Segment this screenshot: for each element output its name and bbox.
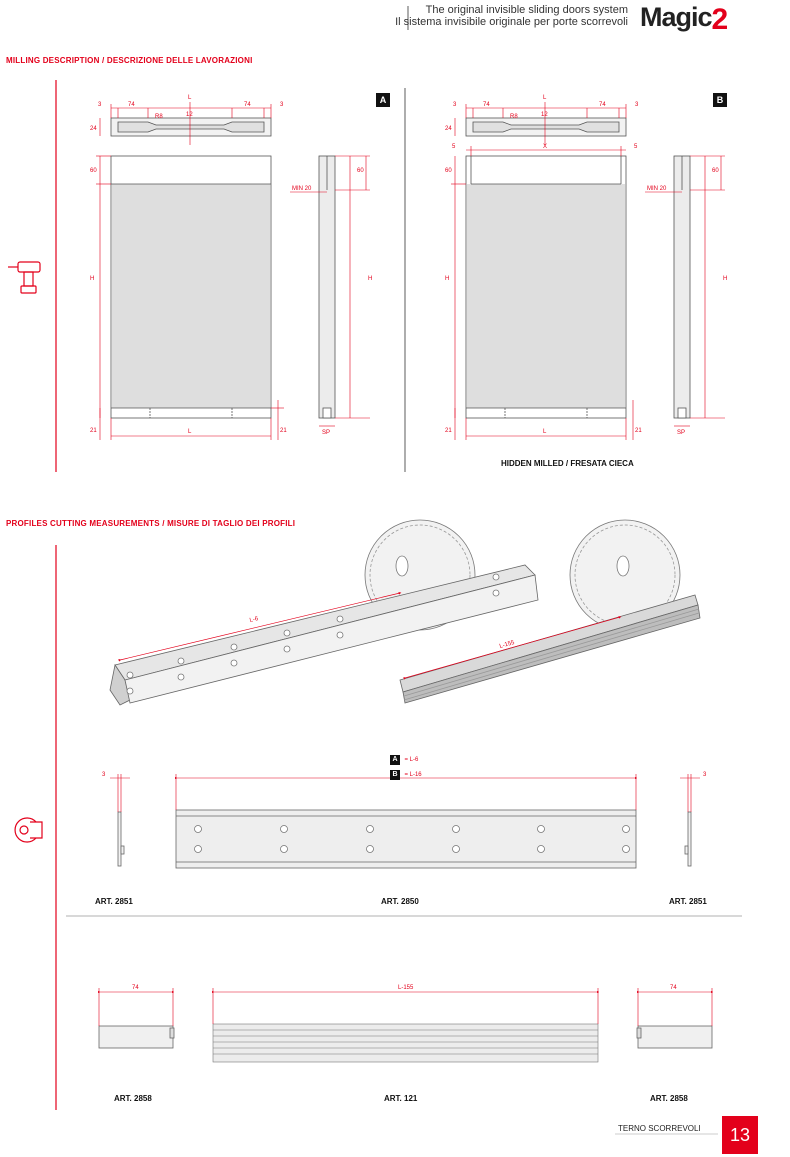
tagline-it: Il sistema invisibile originale per porte scorrevoli <box>395 16 628 28</box>
profiles-section-title: PROFILES CUTTING MEASUREMENTS / MISURE DI TAGLIO DEI PROFILI <box>6 519 296 528</box>
badge-a: A <box>376 93 390 107</box>
dim-a-thickness: SP <box>322 430 331 436</box>
art-121 <box>213 1024 598 1062</box>
dim-b-slot-width: 12 <box>541 112 548 118</box>
dim-b-top-band: 60 <box>445 168 452 174</box>
dim-a-left-edge: 3 <box>98 102 102 108</box>
milling-section-title: MILLING DESCRIPTION / DESCRIZIONE DELLE LAVORAZIONI <box>6 56 253 65</box>
legend-b: B = L-16 <box>390 763 422 781</box>
dim-a-side-top: 60 <box>357 168 364 174</box>
dim-a-overall: L <box>188 95 192 101</box>
art-2858-left <box>99 1026 174 1048</box>
dim-a-height: H <box>90 276 95 282</box>
dim-b-depth: 24 <box>445 126 452 132</box>
legend-a: A = L-6 <box>390 748 418 766</box>
hidden-milled-caption: HIDDEN MILLED / FRESATA CIECA <box>501 459 634 468</box>
dim-b-middle: X <box>543 144 548 150</box>
dim-a-radius: R8 <box>155 114 163 120</box>
dim-b-bottom-right: 21 <box>635 428 642 434</box>
cut-right-label: L-155 <box>498 639 516 650</box>
brand-logo: Magic2 <box>640 2 728 36</box>
row2-right-dim: 74 <box>670 985 677 991</box>
dim-a-right-slot: 74 <box>244 102 251 108</box>
footer-company: TERNO SCORREVOLI <box>618 1124 701 1133</box>
dim-a-width: L <box>188 429 192 435</box>
art-2851-right <box>685 812 691 866</box>
art-2858-right <box>637 1026 712 1048</box>
dim-b-bottom-left: 21 <box>445 428 452 434</box>
dim-b-left-margin: 5 <box>452 144 456 150</box>
dim-b-side-top: 60 <box>712 168 719 174</box>
dim-b-left-edge: 3 <box>453 102 457 108</box>
dim-b-width: L <box>543 429 547 435</box>
dim-a-bottom-left: 21 <box>90 428 97 434</box>
panel-b <box>466 118 690 418</box>
art-2850-label: ART. 2850 <box>381 897 419 906</box>
dim-b-height: H <box>445 276 450 282</box>
dim-b-left-slot: 74 <box>483 102 490 108</box>
art-121-label: ART. 121 <box>384 1094 418 1103</box>
panel-a <box>111 118 335 418</box>
art-2851-left <box>118 812 124 866</box>
cut-left-label: L-6 <box>249 616 259 624</box>
art-2850 <box>176 810 636 868</box>
dim-b-overall: L <box>543 95 547 101</box>
badge-b: B <box>713 93 727 107</box>
art-2851-left-label: ART. 2851 <box>95 897 133 906</box>
dim-b-side-height: H <box>723 276 728 282</box>
art-2858-left-label: ART. 2858 <box>114 1094 152 1103</box>
dim-a-right-edge: 3 <box>280 102 284 108</box>
row2-center-dim: L-155 <box>398 985 414 991</box>
dim-b-right-edge: 3 <box>635 102 639 108</box>
saw-icon <box>15 818 42 842</box>
art-2851-right-label: ART. 2851 <box>669 897 707 906</box>
art-2858-right-label: ART. 2858 <box>650 1094 688 1103</box>
dim-a-left-slot: 74 <box>128 102 135 108</box>
dim-b-radius: R8 <box>510 114 518 120</box>
dim-a-top-band: 60 <box>90 168 97 174</box>
dim-b-right-slot: 74 <box>599 102 606 108</box>
row1-left-dim: 3 <box>102 772 106 778</box>
row1-right-dim: 3 <box>703 772 707 778</box>
dim-a-depth: 24 <box>90 126 97 132</box>
dim-a-bottom-right: 21 <box>280 428 287 434</box>
dim-a-min: MIN 20 <box>292 186 312 192</box>
dim-b-thickness: SP <box>677 430 686 436</box>
tagline-en: The original invisible sliding doors system <box>425 4 628 16</box>
dim-b-min: MIN 20 <box>647 186 667 192</box>
profile-2850-3d <box>110 565 538 705</box>
dim-a-slot-width: 12 <box>186 112 193 118</box>
page-number: 13 <box>722 1116 758 1154</box>
dim-b-right-margin: 5 <box>634 144 638 150</box>
row2-left-dim: 74 <box>132 985 139 991</box>
dim-a-side-height: H <box>368 276 373 282</box>
drill-icon <box>8 262 40 293</box>
